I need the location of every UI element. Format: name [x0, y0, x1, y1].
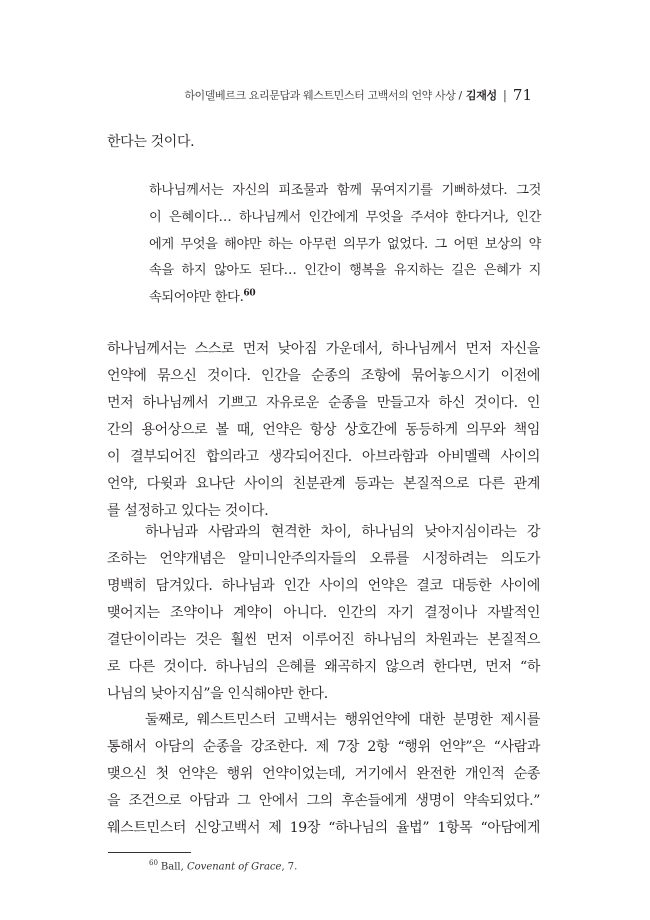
paragraph-line: 명백히 담겨있다. 하나님과 인간 사이의 언약은 결코 대등한 사이에	[107, 578, 540, 594]
paragraph-line: 나님의 낮아지심”을 인식해야만 한다.	[107, 686, 328, 702]
paragraph-line: 간의 용어상으로 볼 때, 언약은 항상 상호간에 동등하게 의무와 책임	[107, 422, 540, 438]
quote-line: 하나님께서는 자신의 피조물과 함께 묶여지기를 기뻐하셨다. 그것	[149, 183, 541, 198]
footnote-suffix: , 7.	[281, 861, 298, 873]
running-head-separator: |	[502, 88, 507, 102]
footnote-title: Covenant of Grace	[187, 861, 282, 873]
paragraph-line: 언약, 다윗과 요나단 사이의 친분관계 등과는 본질적으로 다른 관계	[107, 476, 540, 492]
paragraph-line: 웨스트민스터 신앙고백서 제 19장 “하나님의 율법” 1항목 “아담에게	[107, 820, 540, 836]
paragraph-line: 언약에 묶으신 것이다. 인간을 순종의 조항에 묶어놓으시기 이전에	[107, 368, 540, 384]
footnote-number: 60	[149, 859, 158, 867]
running-head-author: 김재성	[465, 89, 497, 102]
quote-line: 에게 무엇을 해야만 하는 아무런 의무가 없었다. 그 어떤 보상의 약	[149, 236, 541, 252]
paragraph-line: 이 결부되어진 합의라고 생각되어진다. 아브라함과 아비멜렉 사이의	[107, 449, 540, 465]
paragraph-line: 하나님과 사람과의 현격한 차이, 하나님의 낮아지심이라는 강	[145, 524, 540, 540]
quote-line-last	[149, 285, 541, 312]
running-head	[184, 84, 532, 106]
footnote	[149, 856, 297, 874]
running-head-title: 하이델베르크 요리문답과 웨스트민스터 고백서의 언약 사상 /	[184, 89, 462, 102]
lead-line-text: 한다는 것이다.	[107, 134, 195, 150]
quote-line: 속을 하지 않아도 된다… 인간이 행복을 유지하는 길은 은혜가 지	[149, 263, 541, 279]
paragraph-3	[107, 707, 540, 842]
footnote-author: Ball,	[160, 861, 184, 873]
paragraph-1	[107, 336, 540, 525]
paragraph-line: 결단이이라는 것은 훨씬 먼저 이루어진 하나님의 차원과는 본질적으	[107, 632, 540, 648]
paragraph-line: 먼저 하나님께서 기쁘고 자유로운 순종을 만들고자 하신 것이다. 인	[107, 395, 540, 411]
paragraph-line: 조하는 언약개념은 알미니안주의자들의 오류를 시정하려는 의도가	[107, 551, 540, 567]
quote-line-text: 속되어야만 한다.	[149, 290, 244, 306]
paragraph-line: 맺어지는 조약이나 계약이 아니다. 인간의 자기 결정이나 자발적인	[107, 605, 540, 621]
paragraph-line: 맺으신 첫 언약은 행위 언약이었는데, 거기에서 완전한 개인적 순종	[107, 766, 540, 782]
block-quote	[149, 178, 541, 312]
paragraph-line: 둘째로, 웨스트민스터 고백서는 행위언약에 대한 분명한 제시를	[145, 712, 540, 728]
paragraph-2	[107, 519, 540, 708]
paragraph-line: 를 설정하고 있다는 것이다.	[107, 503, 269, 519]
footnote-reference[interactable]: 60	[243, 288, 256, 299]
footnote-divider	[108, 852, 191, 853]
paragraph-line: 을 조건으로 아담과 그 안에서 그의 후손들에게 생명이 약속되었다.”	[107, 793, 540, 809]
paragraph-line: 하나님께서는 스스로 먼저 낮아짐 가운데서, 하나님께서 먼저 자신을	[107, 341, 540, 357]
lead-line	[107, 129, 540, 156]
page-number: 71	[512, 86, 532, 104]
quote-line: 이 은혜이다… 하나님께서 인간에게 무엇을 주셔야 한다거나, 인간	[149, 209, 541, 225]
paragraph-line: 로 다른 것이다. 하나님의 은혜를 왜곡하지 않으려 한다면, 먼저 “하	[107, 659, 540, 675]
paragraph-line: 통해서 아담의 순종을 강조한다. 제 7장 2항 “행위 언약”은 “사람과	[107, 739, 540, 755]
